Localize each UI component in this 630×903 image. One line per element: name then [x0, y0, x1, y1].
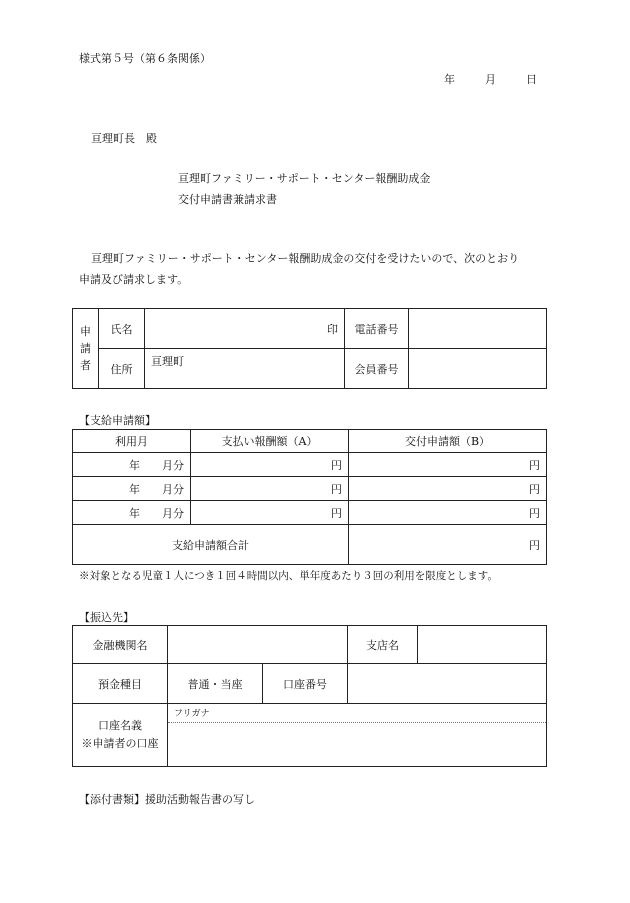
- usage-month-cell[interactable]: 年 月分: [73, 477, 191, 501]
- amount-section-heading: 【支給申請額】: [79, 414, 156, 427]
- account-holder-label: 口座名義 ※申請者の口座: [73, 704, 168, 767]
- account-number-field[interactable]: [348, 664, 547, 704]
- phone-label: 電話番号: [345, 309, 409, 349]
- total-label: 支給申請額合計: [73, 525, 349, 565]
- attachment-note: 【添付書類】援助活動報告書の写し: [79, 793, 255, 806]
- applied-amount-cell[interactable]: 円: [349, 501, 547, 525]
- applicant-vertical-label: 申 請 者: [73, 309, 99, 389]
- intro-line1: 亘理町ファミリー・サポート・センター報酬助成金の交付を受けたいので、次のとおり: [91, 252, 520, 265]
- usage-limit-note: ※対象となる児童１人につき１回４時間以内、単年度あたり３回の利用を限度とします。: [79, 570, 498, 582]
- intro-line2: 申請及び請求します。: [79, 273, 189, 286]
- total-amount-cell[interactable]: 円: [349, 525, 547, 565]
- branch-name-label: 支店名: [348, 626, 418, 664]
- paid-amount-cell[interactable]: 円: [191, 453, 349, 477]
- applied-amount-cell[interactable]: 円: [349, 477, 547, 501]
- date-month-label: 月: [485, 73, 496, 86]
- paid-amount-cell[interactable]: 円: [191, 501, 349, 525]
- applicant-table: [72, 308, 547, 389]
- amount-table: [72, 429, 547, 565]
- address-value: 亘理町: [151, 355, 184, 368]
- form-number: 様式第５号（第６条関係）: [79, 52, 211, 65]
- furigana-label: フリガナ: [168, 704, 546, 723]
- table-row: [73, 501, 547, 525]
- paid-amount-cell[interactable]: 円: [191, 477, 349, 501]
- address-field[interactable]: [145, 349, 345, 389]
- member-number-field[interactable]: [409, 349, 547, 389]
- account-type-label: 預金種目: [73, 664, 168, 704]
- date-day-label: 日: [526, 73, 537, 86]
- date-year-label: 年: [444, 73, 455, 86]
- name-label: 氏名: [99, 309, 145, 349]
- usage-month-cell[interactable]: 年 月分: [73, 501, 191, 525]
- name-field[interactable]: [145, 309, 345, 349]
- seal-mark: 印: [327, 322, 338, 336]
- branch-name-field[interactable]: [418, 626, 547, 664]
- account-holder-field[interactable]: [168, 704, 547, 767]
- applied-amount-cell[interactable]: 円: [349, 453, 547, 477]
- phone-field[interactable]: [409, 309, 547, 349]
- address-label: 住所: [99, 349, 145, 389]
- bank-section-heading: 【振込先】: [79, 611, 134, 624]
- usage-month-cell[interactable]: 年 月分: [73, 453, 191, 477]
- header-usage-month: 利用月: [73, 430, 191, 453]
- header-applied-amount: 交付申請額（B）: [349, 430, 547, 453]
- document-title-line2: 交付申請書兼請求書: [178, 193, 277, 206]
- bank-name-field[interactable]: [168, 626, 348, 664]
- bank-table: [72, 625, 547, 767]
- header-paid-amount: 支払い報酬額（A）: [191, 430, 349, 453]
- account-type-value[interactable]: 普通・当座: [168, 664, 263, 704]
- table-row: [73, 453, 547, 477]
- addressee: 亘理町長 殿: [91, 132, 157, 145]
- member-number-label: 会員番号: [345, 349, 409, 389]
- document-title-line1: 亘理町ファミリー・サポート・センター報酬助成金: [178, 172, 431, 185]
- account-number-label: 口座番号: [263, 664, 348, 704]
- bank-name-label: 金融機関名: [73, 626, 168, 664]
- table-row: [73, 477, 547, 501]
